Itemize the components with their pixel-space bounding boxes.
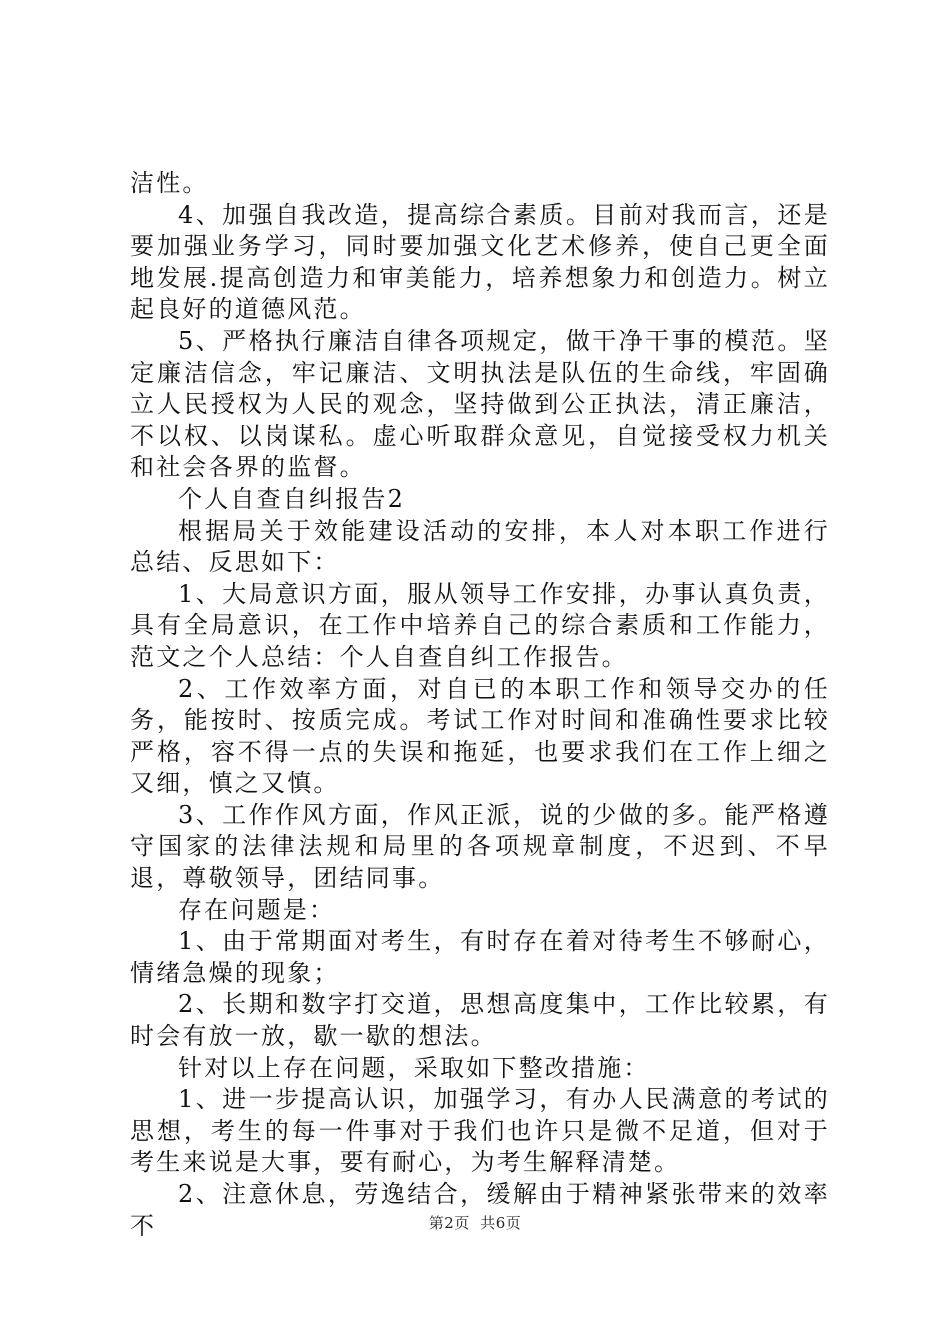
paragraph-10: 1、由于常期面对考生，有时存在着对待考生不够耐心，情绪急燥的现象； <box>130 927 830 987</box>
paragraph-9: 存在问题是： <box>178 895 336 924</box>
paragraph-13: 1、进一步提高认识，加强学习，有办人民满意的考试的思想，考生的每一件事对于我们也许只是微不足道，但对于考生来说是大事，要有耐心，为考生解释清楚。 <box>130 1085 830 1177</box>
paragraph-8: 3、工作作风方面，作风正派，说的少做的多。能严格遵守国家的法律法规和局里的各项规章制度，不迟到、不早退，尊敬领导，团结同事。 <box>130 800 830 893</box>
paragraph-11: 2、长期和数字打交道，思想高度集中，工作比较累，有时会有放一放，歇一歇的想法。 <box>130 990 830 1051</box>
document-body <box>130 168 830 1242</box>
paragraph-12: 针对以上存在问题，采取如下整改措施： <box>178 1053 650 1082</box>
paragraph-6: 1、大局意识方面，服从领导工作安排，办事认真负责，具有全局意识，在工作中培养自己的综合素质和工作能力，范文之个人总结：个人自查自纠工作报告。 <box>130 579 830 671</box>
paragraph-1: 洁性。 <box>130 169 209 197</box>
paragraph-2: 4、加强自我改造，提高综合素质。目前对我而言，还是要加强业务学习，同时要加强文化艺术修养，使自己更全面地发展.提高创造力和审美能力，培养想象力和创造力。树立起良好的道德风范。 <box>130 200 830 324</box>
page-number-label: 第2页 共6页 <box>428 1214 522 1232</box>
paragraph-3: 5、严格执行廉洁自律各项规定，做干净干事的模范。坚定廉洁信念，牢记廉洁、文明执法是队伍的生命线，牢固确立人民授权为人民的观念，坚持做到公正执法，清正廉洁，不以权、以岗谋私。虚心听取群众意见，自觉接受权力机关和社会各界的监督。 <box>130 326 830 482</box>
paragraph-5: 根据局关于效能建设活动的安排，本人对本职工作进行总结、反思如下： <box>130 516 830 577</box>
paragraph-14: 2、注意休息，劳逸结合，缓解由于精神紧张带来的效率不 <box>130 1180 830 1240</box>
section-heading: 个人自查自纠报告2 <box>178 484 406 513</box>
paragraph-7: 2、工作效率方面，对自已的本职工作和领导交办的任务，能按时、按质完成。考试工作对时间和准确性要求比较严格，容不得一点的失误和拖延，也要求我们在工作上细之又细，慎之又慎。 <box>130 674 830 798</box>
page-footer <box>0 1212 950 1233</box>
